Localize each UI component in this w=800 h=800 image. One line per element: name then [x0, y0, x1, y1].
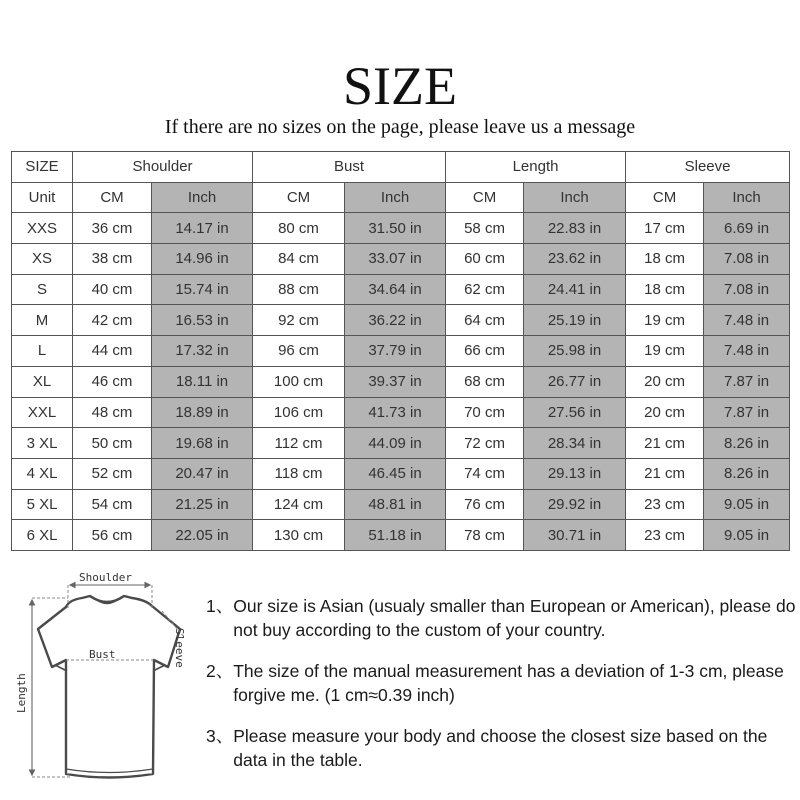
length-inch-cell: 27.56 in — [524, 397, 626, 428]
note-number: 2、 — [206, 661, 234, 681]
table-row — [12, 274, 790, 305]
unit-cell: Inch — [345, 182, 446, 213]
sleeve-cm-cell: 20 cm — [626, 366, 704, 397]
sleeve-label: Sleeve — [173, 628, 186, 668]
table-row — [12, 428, 790, 459]
note-text: Our size is Asian (usualy smaller than European or American), please do not buy according to the custom of your country. — [233, 596, 796, 640]
length-inch-cell: 28.34 in — [524, 428, 626, 459]
sleeve-inch-cell: 7.87 in — [704, 397, 790, 428]
unit-cell: Inch — [152, 182, 253, 213]
unit-cell: CM — [626, 182, 704, 213]
group-header-shoulder: Shoulder — [73, 152, 253, 183]
unit-header-row — [12, 182, 790, 213]
table-row — [12, 520, 790, 551]
sleeve-cm-cell: 19 cm — [626, 305, 704, 336]
bust-cm-cell: 88 cm — [253, 274, 345, 305]
sleeve-cm-cell: 20 cm — [626, 397, 704, 428]
shoulder-cm-cell: 54 cm — [73, 489, 152, 520]
size-cell: XXS — [12, 213, 73, 244]
table-row — [12, 305, 790, 336]
shoulder-cm-cell: 52 cm — [73, 458, 152, 489]
length-cm-cell: 66 cm — [446, 336, 524, 367]
sleeve-inch-cell: 7.08 in — [704, 244, 790, 275]
bust-cm-cell: 80 cm — [253, 213, 345, 244]
bust-inch-cell: 31.50 in — [345, 213, 446, 244]
length-label: Length — [15, 673, 28, 713]
group-header-length: Length — [446, 152, 626, 183]
sleeve-inch-cell: 8.26 in — [704, 458, 790, 489]
bust-cm-cell: 92 cm — [253, 305, 345, 336]
size-table-body — [12, 213, 790, 551]
size-header: SIZE — [12, 152, 73, 183]
shoulder-cm-cell: 36 cm — [73, 213, 152, 244]
bust-inch-cell: 41.73 in — [345, 397, 446, 428]
bust-cm-cell: 84 cm — [253, 244, 345, 275]
bust-inch-cell: 34.64 in — [345, 274, 446, 305]
length-inch-cell: 24.41 in — [524, 274, 626, 305]
shoulder-cm-cell: 56 cm — [73, 520, 152, 551]
bust-inch-cell: 46.45 in — [345, 458, 446, 489]
length-cm-cell: 68 cm — [446, 366, 524, 397]
table-row — [12, 489, 790, 520]
length-inch-cell: 23.62 in — [524, 244, 626, 275]
shoulder-cm-cell: 44 cm — [73, 336, 152, 367]
sleeve-inch-cell: 7.48 in — [704, 305, 790, 336]
size-cell: 3 XL — [12, 428, 73, 459]
length-inch-cell: 30.71 in — [524, 520, 626, 551]
sleeve-inch-cell: 7.48 in — [704, 336, 790, 367]
length-inch-cell: 22.83 in — [524, 213, 626, 244]
shoulder-inch-cell: 17.32 in — [152, 336, 253, 367]
sleeve-cm-cell: 18 cm — [626, 274, 704, 305]
size-cell: XXL — [12, 397, 73, 428]
tshirt-measurement-diagram — [12, 563, 198, 789]
length-cm-cell: 60 cm — [446, 244, 524, 275]
length-cm-cell: 62 cm — [446, 274, 524, 305]
length-cm-cell: 72 cm — [446, 428, 524, 459]
group-header-sleeve: Sleeve — [626, 152, 790, 183]
page-title: SIZE — [343, 56, 457, 116]
shoulder-inch-cell: 14.17 in — [152, 213, 253, 244]
page-subtitle: If there are no sizes on the page, please leave us a message — [164, 116, 636, 138]
shoulder-inch-cell: 18.11 in — [152, 366, 253, 397]
shoulder-cm-cell: 50 cm — [73, 428, 152, 459]
unit-cell: Inch — [524, 182, 626, 213]
sleeve-cm-cell: 18 cm — [626, 244, 704, 275]
note-item — [206, 724, 796, 772]
bust-inch-cell: 36.22 in — [345, 305, 446, 336]
unit-cell: CM — [253, 182, 345, 213]
sleeve-cm-cell: 17 cm — [626, 213, 704, 244]
length-inch-cell: 25.98 in — [524, 336, 626, 367]
group-header-row — [12, 152, 790, 183]
note-text: The size of the manual measurement has a deviation of 1-3 cm, please forgive me. (1 cm≈0.39 inch) — [233, 661, 784, 705]
shoulder-inch-cell: 20.47 in — [152, 458, 253, 489]
bust-label: Bust — [89, 648, 116, 661]
shoulder-cm-cell: 42 cm — [73, 305, 152, 336]
bust-cm-cell: 130 cm — [253, 520, 345, 551]
sleeve-cm-cell: 21 cm — [626, 458, 704, 489]
bust-cm-cell: 96 cm — [253, 336, 345, 367]
sleeve-inch-cell: 7.87 in — [704, 366, 790, 397]
unit-cell: CM — [446, 182, 524, 213]
length-inch-cell: 26.77 in — [524, 366, 626, 397]
length-cm-cell: 70 cm — [446, 397, 524, 428]
length-cm-cell: 78 cm — [446, 520, 524, 551]
size-cell: 5 XL — [12, 489, 73, 520]
unit-cell: CM — [73, 182, 152, 213]
sleeve-inch-cell: 6.69 in — [704, 213, 790, 244]
shoulder-cm-cell: 46 cm — [73, 366, 152, 397]
size-cell: XS — [12, 244, 73, 275]
length-inch-cell: 29.92 in — [524, 489, 626, 520]
shoulder-inch-cell: 15.74 in — [152, 274, 253, 305]
table-row — [12, 397, 790, 428]
bust-inch-cell: 48.81 in — [345, 489, 446, 520]
bust-inch-cell: 51.18 in — [345, 520, 446, 551]
sleeve-inch-cell: 9.05 in — [704, 520, 790, 551]
length-cm-cell: 74 cm — [446, 458, 524, 489]
group-header-bust: Bust — [253, 152, 446, 183]
shoulder-cm-cell: 48 cm — [73, 397, 152, 428]
size-cell: 4 XL — [12, 458, 73, 489]
shoulder-cm-cell: 40 cm — [73, 274, 152, 305]
shoulder-inch-cell: 19.68 in — [152, 428, 253, 459]
bust-inch-cell: 37.79 in — [345, 336, 446, 367]
size-cell: L — [12, 336, 73, 367]
size-notes — [206, 594, 796, 789]
note-number: 1、 — [206, 596, 234, 616]
note-item — [206, 659, 796, 707]
shoulder-inch-cell: 22.05 in — [152, 520, 253, 551]
bust-cm-cell: 100 cm — [253, 366, 345, 397]
length-inch-cell: 25.19 in — [524, 305, 626, 336]
tshirt-icon — [38, 596, 180, 778]
shoulder-inch-cell: 18.89 in — [152, 397, 253, 428]
size-cell: M — [12, 305, 73, 336]
length-cm-cell: 76 cm — [446, 489, 524, 520]
shoulder-label: Shoulder — [79, 571, 132, 584]
shoulder-inch-cell: 16.53 in — [152, 305, 253, 336]
size-chart-table — [11, 151, 790, 551]
bust-cm-cell: 106 cm — [253, 397, 345, 428]
shoulder-inch-cell: 14.96 in — [152, 244, 253, 275]
table-row — [12, 213, 790, 244]
note-text: Please measure your body and choose the closest size based on the data in the table. — [233, 726, 768, 770]
sleeve-inch-cell: 8.26 in — [704, 428, 790, 459]
table-row — [12, 336, 790, 367]
sleeve-cm-cell: 21 cm — [626, 428, 704, 459]
sleeve-inch-cell: 9.05 in — [704, 489, 790, 520]
sleeve-cm-cell: 19 cm — [626, 336, 704, 367]
bust-inch-cell: 33.07 in — [345, 244, 446, 275]
bust-inch-cell: 44.09 in — [345, 428, 446, 459]
note-item — [206, 594, 796, 642]
length-inch-cell: 29.13 in — [524, 458, 626, 489]
bust-cm-cell: 112 cm — [253, 428, 345, 459]
size-cell: XL — [12, 366, 73, 397]
shoulder-inch-cell: 21.25 in — [152, 489, 253, 520]
table-row — [12, 458, 790, 489]
size-cell: 6 XL — [12, 520, 73, 551]
sleeve-inch-cell: 7.08 in — [704, 274, 790, 305]
bust-cm-cell: 124 cm — [253, 489, 345, 520]
length-cm-cell: 64 cm — [446, 305, 524, 336]
unit-cell: Inch — [704, 182, 790, 213]
table-row — [12, 366, 790, 397]
sleeve-cm-cell: 23 cm — [626, 489, 704, 520]
table-row — [12, 244, 790, 275]
unit-header: Unit — [12, 182, 73, 213]
bust-inch-cell: 39.37 in — [345, 366, 446, 397]
size-cell: S — [12, 274, 73, 305]
bust-cm-cell: 118 cm — [253, 458, 345, 489]
note-number: 3、 — [206, 726, 234, 746]
shoulder-cm-cell: 38 cm — [73, 244, 152, 275]
length-cm-cell: 58 cm — [446, 213, 524, 244]
sleeve-cm-cell: 23 cm — [626, 520, 704, 551]
